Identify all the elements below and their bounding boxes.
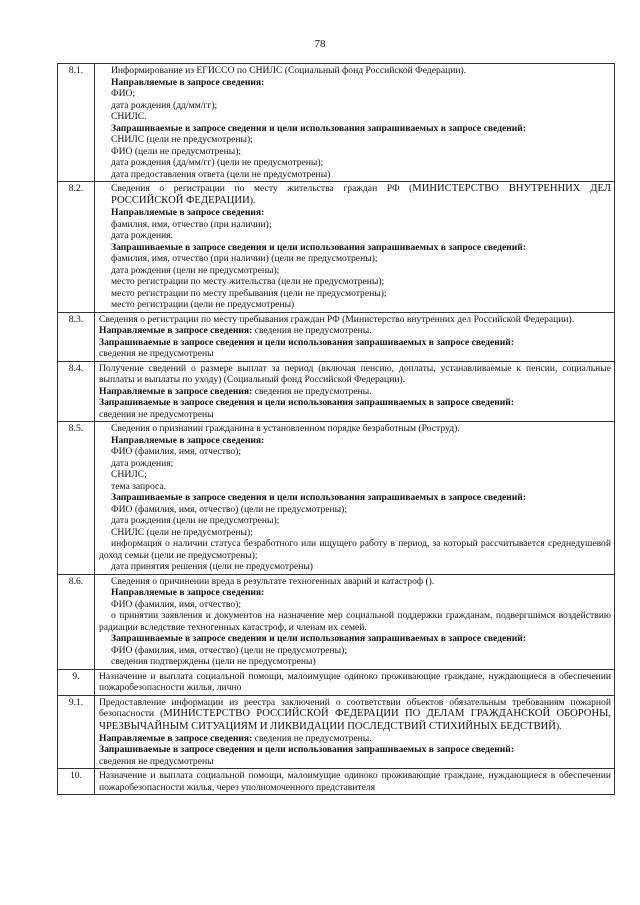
row-title: Назначение и выплата социальной помощи, малоимущие одиноко проживающие граждане, нуждающиеся в обеспечении пожаробезопасности жилья, через уполномоченного представителя (99, 770, 611, 793)
row-number: 8.4. (58, 361, 95, 422)
sent-line (99, 325, 611, 337)
row-title: Получение сведений о размере выплат за период (включая пенсию, доплаты, устанавливаемые к пенсии, социальные выплаты и выплаты по уходу) (Социальный фонд Российской Федерации). (99, 362, 611, 386)
list-item: тема запроса. (111, 480, 167, 492)
list-item: ФИО; (111, 88, 136, 99)
row-content (95, 669, 615, 695)
requested-label: Запрашиваемые в запросе сведения и цели использования запрашиваемых в запросе сведений: (111, 633, 527, 645)
requested-label: Запрашиваемые в запросе сведения и цели использования запрашиваемых в запросе сведений: (111, 122, 527, 134)
list-item: ФИО (цели не предусмотрены); (111, 145, 242, 157)
list-item: СНИЛС. (111, 111, 147, 122)
row-title: Сведения о регистрации по месту жительства граждан РФ (МИНИСТЕРСТВО ВНУТРЕННИХ ДЕЛ РОССИЙСКОЙ ФЕДЕРАЦИИ). (111, 183, 611, 207)
agency-name: МИНИСТЕРСТВО ВНУТРЕННИХ ДЕЛ РОССИЙСКОЙ ФЕДЕРАЦИИ (111, 183, 611, 207)
list-item: дата рождения (цели не предусмотрены); (111, 515, 280, 527)
sent-line (99, 733, 611, 745)
requested-label: Запрашиваемые в запросе сведения и цели использования запрашиваемых в запросе сведений: (99, 744, 515, 756)
row-number: 9.1. (58, 695, 95, 768)
sent-label: Направляемые в запросе сведения: (99, 325, 253, 337)
list-item: дата рождения. (111, 230, 174, 242)
row-title: Сведения о регистрации по месту пребывания граждан РФ (Министерство внутренних дел Российской Федерации). (99, 313, 575, 325)
list-item: дата предоставления ответа (цели не предусмотрены) (111, 168, 331, 180)
list-item: фамилия, имя, отчество (при наличии) (цели не предусмотрены); (111, 253, 378, 265)
list-item: дата рождения (дд/мм/гг) (цели не предусмотрены); (111, 157, 324, 168)
row-title: Информирование из ЕГИССО по СНИЛС (Социальный фонд Российской Федерации). (111, 65, 467, 76)
row-title: Предоставление информации из реестра заключений о соответствии объектов обязательным требованиям пожарной безопасности (МИНИСТЕРСТВО РОССИЙСКОЙ ФЕДЕРАЦИИ ПО ДЕЛАМ ГРАЖДАНСКОЙ ОБОРОНЫ, ЧРЕЗВЫЧАЙНЫМ СИТУАЦИЯМ И ЛИКВИДАЦИИ ПОСЛЕДСТВИЙ СТИХИЙНЫХ БЕДСТВИЙ). (99, 696, 611, 732)
list-item: место регистрации по месту жительства (цели не предусмотрены); (111, 276, 385, 288)
list-item: ФИО (фамилия, имя, отчество); (111, 598, 242, 610)
requested-value: сведения не предусмотрены (99, 408, 214, 420)
requested-label: Запрашиваемые в запросе сведения и цели использования запрашиваемых в запросе сведений: (111, 241, 527, 253)
list-item: место регистрации по месту пребывания (цели не предусмотрены); (111, 287, 387, 299)
requested-value: сведения не предусмотрены (99, 348, 214, 360)
list-item: ФИО (фамилия, имя, отчество) (цели не предусмотрены); (111, 644, 347, 656)
row-title: Сведения о причинении вреда в результате техногенных аварий и катастроф (). (111, 575, 435, 587)
table-row (58, 64, 615, 182)
row-content (95, 422, 615, 575)
row-number: 8.1. (58, 64, 95, 182)
list-item: место регистрации (цели не предусмотрены) (111, 299, 295, 311)
list-item: сведения подтверждены (цели не предусмотрены) (111, 656, 316, 668)
table-row (58, 574, 615, 669)
requested-value: сведения не предусмотрены (99, 755, 214, 767)
sent-label: Направляемые в запросе сведения: (99, 732, 253, 744)
agency-name: МИНИСТЕРСТВО РОССИЙСКОЙ ФЕДЕРАЦИИ ПО ДЕЛАМ ГРАЖДАНСКОЙ ОБОРОНЫ, ЧРЕЗВЫЧАЙНЫМ СИТУАЦИЯМ И ЛИКВИДАЦИИ ПОСЛЕДСТВИЙ СТИХИЙНЫХ БЕДСТВИЙ (99, 708, 611, 732)
sent-value: сведения не предусмотрены. (254, 385, 372, 397)
row-number: 8.3. (58, 312, 95, 361)
row-content (95, 695, 615, 768)
requests-table (57, 63, 615, 795)
requested-label: Запрашиваемые в запросе сведения и цели использования запрашиваемых в запросе сведений: (99, 397, 515, 409)
row-number: 8.5. (58, 422, 95, 575)
table-row (58, 769, 615, 795)
table-row (58, 312, 615, 361)
list-item: фамилия, имя, отчество (при наличии); (111, 218, 272, 230)
list-item: о принятии заявления и документов на назначение мер социальной поддержки гражданам, подвергшимся воздействию радиации вследствие техногенных катастроф, и членам их семей. (99, 610, 611, 633)
row-number: 8.6. (58, 574, 95, 669)
list-item: информация о наличии статуса безработного или ищущего работу в период, за который рассчитывается среднедушевой доход семьи (цели не предусмотрены); (99, 538, 611, 561)
table-row (58, 182, 615, 313)
list-item: дата рождения; (111, 457, 174, 469)
list-item: дата рождения (дд/мм/гг); (111, 99, 218, 111)
sent-label: Направляемые в запросе сведения: (99, 385, 253, 397)
list-item: дата рождения (цели не предусмотрены); (111, 264, 280, 276)
requested-label: Запрашиваемые в запросе сведения и цели использования запрашиваемых в запросе сведений: (111, 492, 527, 504)
list-item: ФИО (фамилия, имя, отчество); (111, 446, 242, 458)
list-item: СНИЛС (цели не предусмотрены); (111, 134, 253, 145)
list-item: СНИЛС; (111, 469, 147, 481)
table-row (58, 361, 615, 422)
sent-label: Направляемые в запросе сведения: (111, 434, 265, 446)
row-content (95, 182, 615, 313)
list-item: СНИЛС (цели не предусмотрены); (111, 526, 253, 538)
list-item: дата принятия решения (цели не предусмотрены) (111, 561, 313, 573)
page-number: 78 (314, 38, 326, 50)
sent-label: Направляемые в запросе сведения: (111, 76, 265, 88)
row-number: 8.2. (58, 182, 95, 313)
sent-value: сведения не предусмотрены. (254, 325, 372, 337)
row-content (95, 574, 615, 669)
row-title: Сведения о признании гражданина в установленном порядке безработным (Роструд). (111, 423, 460, 435)
row-title: Назначение и выплата социальной помощи, малоимущие одиноко проживающие граждане, нуждающиеся в обеспечении пожаробезопасности жилья, лично (99, 670, 611, 694)
row-number: 10. (58, 769, 95, 795)
row-content (95, 361, 615, 422)
row-number: 9. (58, 669, 95, 695)
table-row (58, 422, 615, 575)
row-content (95, 312, 615, 361)
sent-line (99, 386, 611, 398)
sent-value: сведения не предусмотрены. (254, 732, 372, 744)
row-content (95, 64, 615, 182)
table-row (58, 669, 615, 695)
row-content (95, 769, 615, 795)
table-row (58, 695, 615, 768)
list-item: ФИО (фамилия, имя, отчество) (цели не предусмотрены); (111, 503, 347, 515)
sent-label: Направляемые в запросе сведения: (111, 207, 265, 219)
sent-label: Направляемые в запросе сведения: (111, 587, 265, 599)
requested-label: Запрашиваемые в запросе сведения и цели использования запрашиваемых в запросе сведений: (99, 336, 515, 348)
